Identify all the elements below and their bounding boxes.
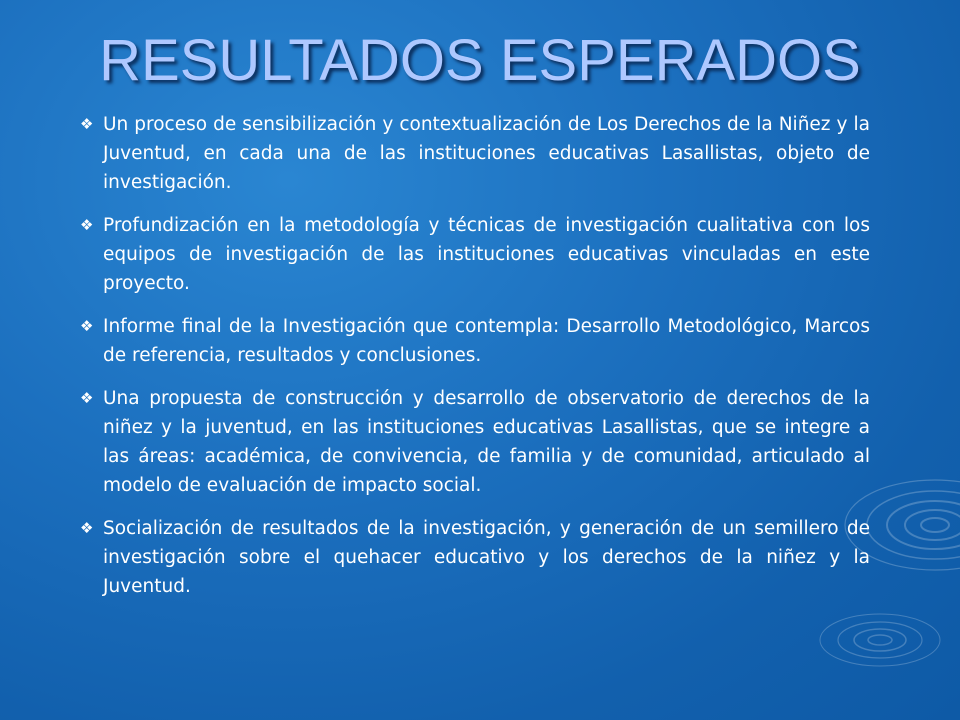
bullet-item bbox=[74, 514, 870, 601]
bullet-text: Socialización de resultados de la investigación, y generación de un semillero de investigación sobre el quehacer educativo y los derechos de la niñez y la Juventud. bbox=[103, 518, 870, 597]
four-diamond-bullet-icon: ❖ bbox=[80, 216, 94, 234]
bullet-text: Informe final de la Investigación que contempla: Desarrollo Metodológico, Marcos de referencia, resultados y conclusiones. bbox=[103, 316, 870, 366]
four-diamond-bullet-icon: ❖ bbox=[80, 519, 94, 537]
bullet-item bbox=[74, 312, 870, 370]
bullet-text: Un proceso de sensibilización y contextualización de Los Derechos de la Niñez y la Juventud, en cada una de las instituciones educativas Lasallistas, objeto de investigación. bbox=[103, 114, 870, 193]
bullet-list bbox=[74, 110, 870, 615]
four-diamond-bullet-icon: ❖ bbox=[80, 317, 94, 335]
bullet-item bbox=[74, 384, 870, 500]
bullet-text: Una propuesta de construcción y desarrollo de observatorio de derechos de la niñez y la juventud, en las instituciones educativas Lasallistas, que se integre a las áreas: académica, de convivencia, de familia y de comunidad, articulado al modelo de evaluación de impacto social. bbox=[103, 388, 870, 496]
bullet-item bbox=[74, 211, 870, 298]
four-diamond-bullet-icon: ❖ bbox=[80, 389, 94, 407]
four-diamond-bullet-icon: ❖ bbox=[80, 115, 94, 133]
bullet-text: Profundización en la metodología y técnicas de investigación cualitativa con los equipos de investigación de las instituciones educativas vinculadas en este proyecto. bbox=[103, 215, 870, 294]
slide-title: RESULTADOS ESPERADOS bbox=[99, 28, 861, 93]
bullet-item bbox=[74, 110, 870, 197]
